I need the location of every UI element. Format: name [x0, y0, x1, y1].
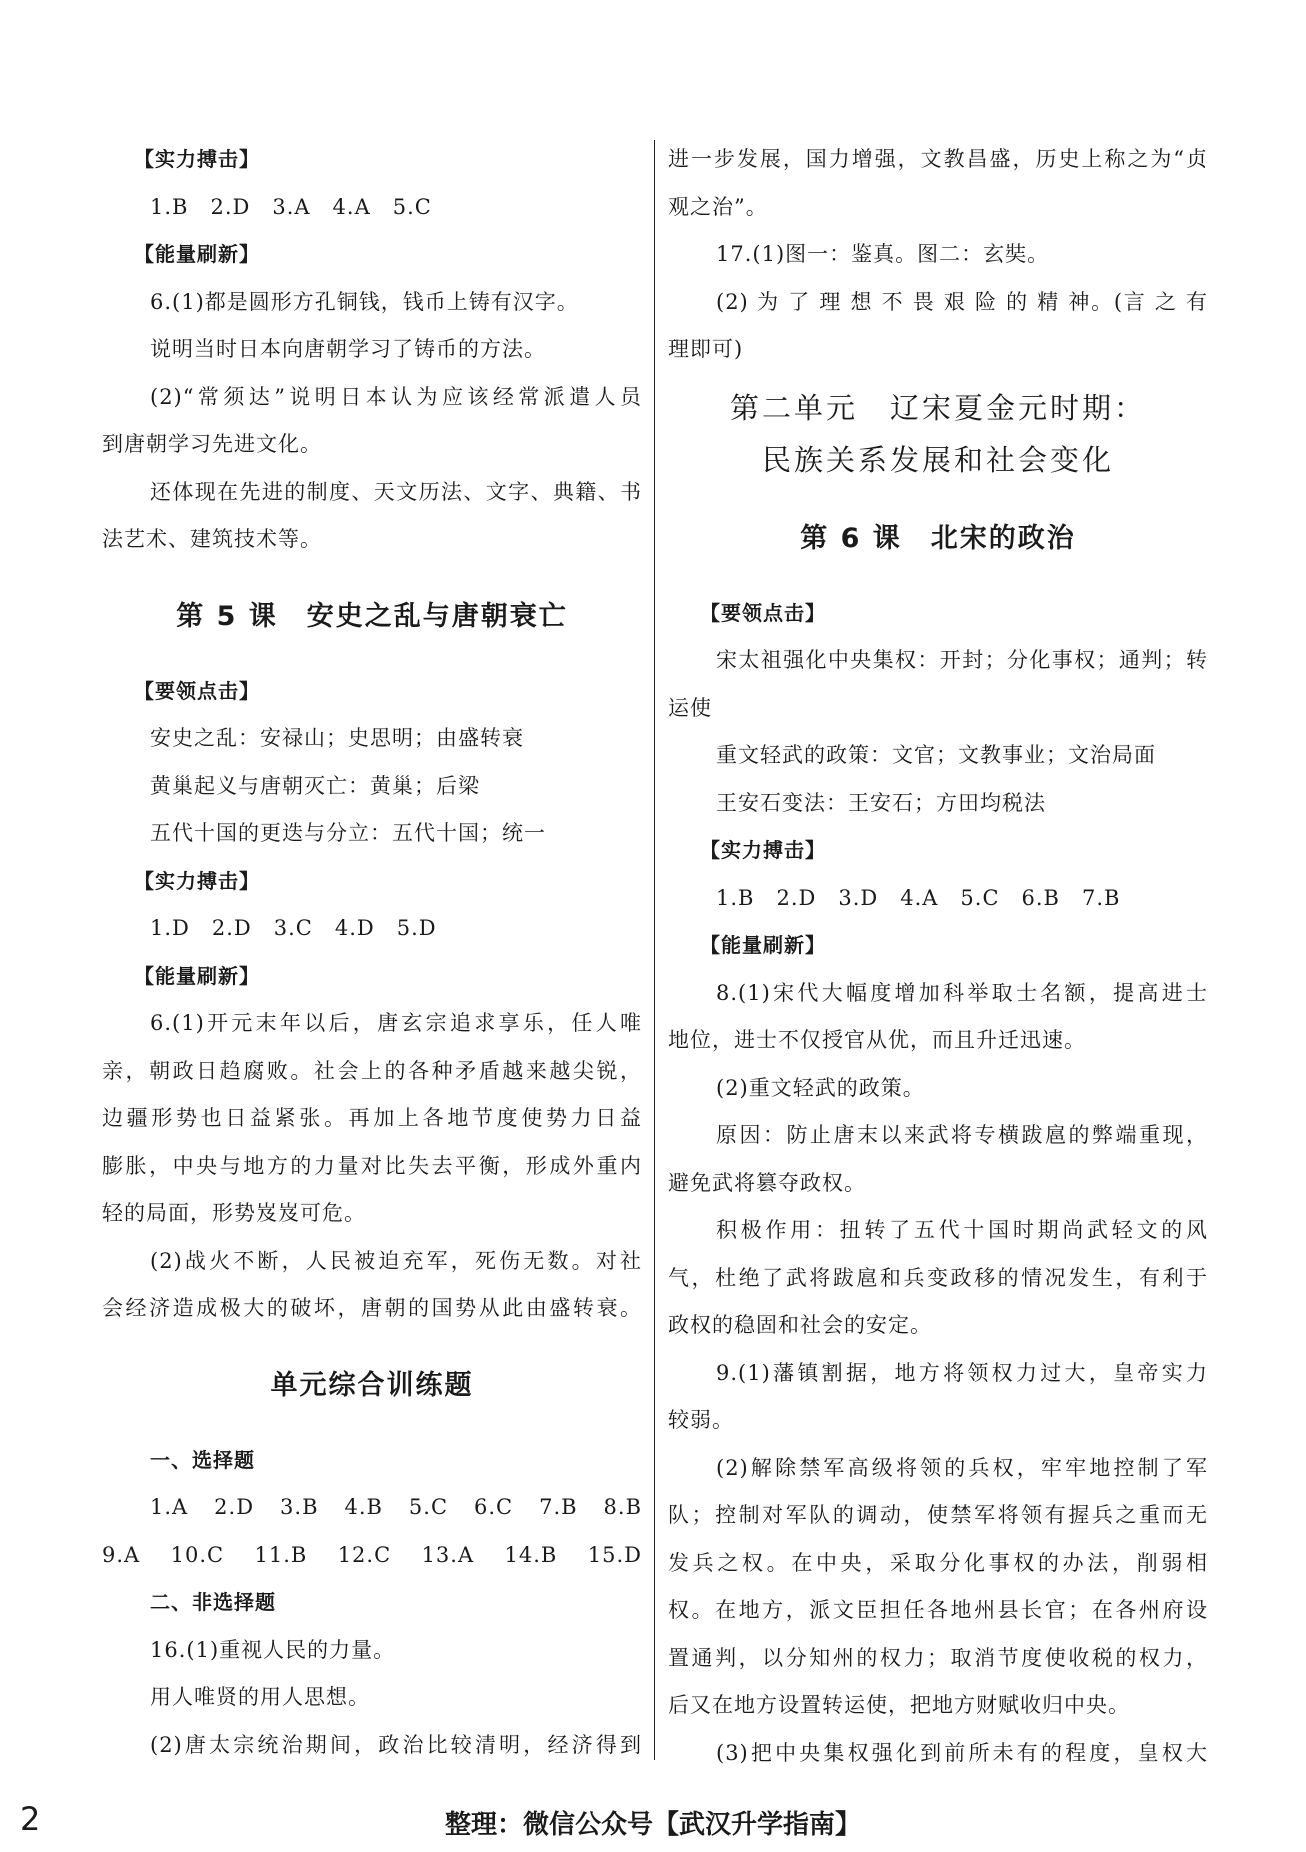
text-line: (2)唐太宗统治期间，政治比较清明，经济得到 [150, 1732, 642, 1757]
text-line: (2)“常须达”说明日本认为应该经常派遣人员 [150, 384, 642, 409]
text-line: 宋太祖强化中央集权：开封；分化事权；通判；转 [716, 648, 1208, 672]
text-line: 置通判，以分知州的权力；取消节度使收税的权力， [668, 1645, 1208, 1670]
page-number: 2 [20, 1800, 41, 1838]
text-line: 轻的局面，形势岌岌可危。 [102, 1201, 366, 1225]
text-line: 说明当时日本向唐朝学习了铸币的方法。 [150, 337, 546, 361]
text-line: 运使 [668, 695, 712, 720]
section-heading: 【实力搏击】 [134, 868, 260, 893]
column-divider [654, 140, 655, 1760]
text-line: 会经济造成极大的破坏，唐朝的国势从此由盛转衰。 [102, 1296, 642, 1320]
text-line: (2)战火不断，人民被迫充军，死伤无数。对社 [150, 1248, 642, 1273]
text-line: 亲，朝政日趋腐败。社会上的各种矛盾越来越尖锐， [102, 1058, 642, 1083]
answer-line: 1.A 2.D 3.B 4.B 5.C 6.C 7.B 8.B [150, 1495, 642, 1519]
text-line: 9.(1)藩镇割据，地方将领权力过大，皇帝实力 [716, 1360, 1208, 1385]
text-line: 权。在地方，派文臣担任各地州县长官；在各州府设 [668, 1598, 1208, 1622]
text-line: 较弱。 [668, 1408, 734, 1432]
text-line: 6.(1)都是圆形方孔铜钱，钱币上铸有汉字。 [150, 289, 579, 314]
text-line: 到唐朝学习先进文化。 [102, 432, 322, 456]
text-line: 发兵之权。在中央，采取分化事权的办法，削弱相 [668, 1550, 1208, 1575]
right-column [668, 136, 1208, 1777]
text-line: (2)重文轻武的政策。 [716, 1075, 925, 1100]
text-line: 重文轻武的政策：文官；文教事业；文治局面 [716, 743, 1156, 767]
text-line: 还体现在先进的制度、天文历法、文字、典籍、书 [150, 479, 642, 504]
text-line: 安史之乱：安禄山；史思明；由盛转衰 [150, 726, 524, 750]
text-line: (2)解除禁军高级将领的兵权，牢牢地控制了军 [716, 1455, 1208, 1480]
footer-watermark: 整理：微信公众号【武汉升学指南】 [444, 1810, 861, 1840]
text-line: 16.(1)重视人民的力量。 [150, 1637, 396, 1662]
unit-title: 第二单元 辽宋夏金元时期： [729, 390, 1146, 425]
text-line: 理即可) [668, 337, 744, 361]
text-line: 队；控制对军队的调动，使禁军将领有握兵之重而无 [668, 1503, 1208, 1527]
answer-line: 9.A 10.C 11.B 12.C 13.A 14.B 15.D [102, 1542, 642, 1567]
text-line: 王安石变法：王安石；方田均税法 [716, 790, 1046, 815]
text-line: 政权的稳固和社会的安定。 [668, 1313, 932, 1337]
text-line: 膨胀，中央与地方的力量对比失去平衡，形成外重内 [102, 1153, 642, 1178]
section-heading: 【要领点击】 [134, 678, 260, 703]
section-heading: 【实力搏击】 [134, 147, 260, 171]
text-line: 五代十国的更迭与分立：五代十国；统一 [150, 821, 546, 845]
lesson-title: 第 6 课 北宋的政治 [800, 522, 1076, 554]
text-line: 积极作用：扭转了五代十国时期尚武轻文的风 [716, 1218, 1208, 1242]
section-heading: 【能量刷新】 [700, 933, 826, 957]
text-line: 用人唯贤的用人思想。 [150, 1685, 370, 1709]
section-heading: 【能量刷新】 [134, 963, 260, 988]
text-line: (3)把中央集权强化到前所未有的程度，皇权大 [716, 1740, 1208, 1765]
answer-line: 1.B 2.D 3.D 4.A 5.C 6.B 7.B [716, 885, 1121, 910]
text-line: 进一步发展，国力增强，文教昌盛，历史上称之为“贞 [668, 147, 1208, 171]
text-line: 避免武将篡夺政权。 [668, 1170, 866, 1195]
section-heading: 【实力搏击】 [700, 838, 826, 862]
answer-line: 1.D 2.D 3.C 4.D 5.D [150, 916, 437, 940]
unit-exercise-title: 单元综合训练题 [270, 1369, 474, 1401]
text-line: 原因：防止唐末以来武将专横跋扈的弊端重现， [716, 1123, 1208, 1147]
text-line: 气，杜绝了武将跋扈和兵变政移的情况发生，有利于 [668, 1265, 1208, 1290]
text-line: 后又在地方设置转运使，把地方财赋收归中央。 [668, 1693, 1130, 1717]
text-line: 6.(1)开元末年以后，唐玄宗追求享乐，任人唯 [150, 1011, 642, 1035]
answer-line: 1.B 2.D 3.A 4.A 5.C [150, 194, 432, 219]
lesson-title: 第 5 课 安史之乱与唐朝衰亡 [176, 600, 568, 632]
text-line: 地位，进士不仅授官从优，而且升迁迅速。 [668, 1028, 1086, 1052]
section-heading: 二、非选择题 [150, 1590, 276, 1614]
text-line: (2) 为 了 理 想 不 畏 艰 险 的 精 神。(言 之 有 [716, 289, 1208, 314]
unit-subtitle: 民族关系发展和社会变化 [761, 442, 1114, 477]
text-line: 法艺术、建筑技术等。 [102, 527, 322, 551]
text-line: 观之治”。 [668, 194, 768, 219]
text-line: 边疆形势也日益紧张。再加上各地节度使势力日益 [102, 1106, 642, 1130]
section-heading: 【要领点击】 [700, 600, 826, 625]
left-column [102, 136, 642, 1769]
text-line: 8.(1)宋代大幅度增加科举取士名额，提高进士 [716, 980, 1208, 1005]
section-heading: 一、选择题 [150, 1447, 255, 1472]
text-line: 17.(1)图一：鉴真。图二：玄奘。 [716, 242, 1050, 266]
section-heading: 【能量刷新】 [134, 242, 260, 266]
text-line: 黄巢起义与唐朝灭亡：黄巢；后梁 [150, 773, 480, 798]
